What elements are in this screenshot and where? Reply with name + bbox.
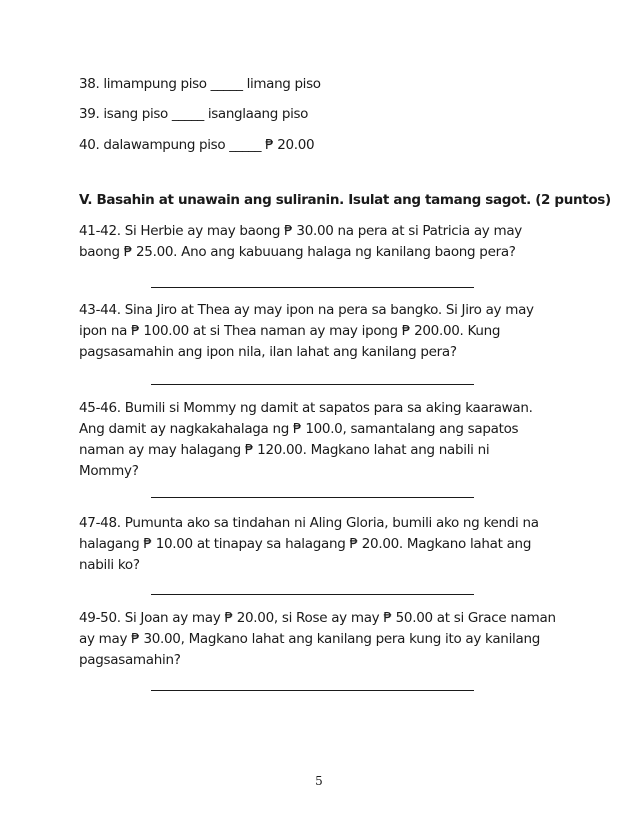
- matching-item-39: 39. isang piso _____ isanglaang piso: [79, 106, 309, 122]
- problem-text-line: Mommy?: [79, 463, 139, 479]
- answer-line-49-50[interactable]: [151, 690, 474, 691]
- problem-49-50: [79, 608, 569, 671]
- problem-text-line: 41-42. Si Herbie ay may baong ₱ 30.00 na pera at si Patricia ay may: [79, 223, 522, 239]
- problem-text-line: nabili ko?: [79, 557, 140, 573]
- problem-text-line: pagsasamahin?: [79, 652, 181, 668]
- problem-text-line: 49-50. Si Joan ay may ₱ 20.00, si Rose ay may ₱ 50.00 at si Grace naman: [79, 610, 556, 626]
- answer-line-45-46[interactable]: [151, 497, 474, 498]
- section-heading: V. Basahin at unawain ang suliranin. Isulat ang tamang sagot. (2 puntos): [79, 192, 611, 208]
- problem-41-42: [79, 221, 569, 263]
- problem-47-48: [79, 513, 569, 576]
- answer-line-41-42[interactable]: [151, 287, 474, 288]
- matching-item-40: 40. dalawampung piso _____ ₱ 20.00: [79, 137, 315, 153]
- problem-43-44: [79, 300, 569, 363]
- problem-text-line: naman ay may halagang ₱ 120.00. Magkano lahat ang nabili ni: [79, 442, 490, 458]
- page-number: 5: [315, 774, 323, 788]
- problem-text-line: 45-46. Bumili si Mommy ng damit at sapatos para sa aking kaarawan.: [79, 400, 533, 416]
- matching-item-38: 38. limampung piso _____ limang piso: [79, 76, 321, 92]
- problem-text-line: pagsasamahin ang ipon nila, ilan lahat ang kanilang pera?: [79, 344, 457, 360]
- problem-text-line: Ang damit ay nagkakahalaga ng ₱ 100.0, samantalang ang sapatos: [79, 421, 519, 437]
- problem-text-line: baong ₱ 25.00. Ano ang kabuuang halaga ng kanilang baong pera?: [79, 244, 516, 260]
- problem-text-line: ay may ₱ 30.00, Magkano lahat ang kanilang pera kung ito ay kanilang: [79, 631, 540, 647]
- answer-line-43-44[interactable]: [151, 384, 474, 385]
- problem-45-46: [79, 398, 569, 482]
- answer-line-47-48[interactable]: [151, 594, 474, 595]
- problem-text-line: ipon na ₱ 100.00 at si Thea naman ay may ipong ₱ 200.00. Kung: [79, 323, 501, 339]
- problem-text-line: 43-44. Sina Jiro at Thea ay may ipon na pera sa bangko. Si Jiro ay may: [79, 302, 534, 318]
- problem-text-line: halagang ₱ 10.00 at tinapay sa halagang ₱ 20.00. Magkano lahat ang: [79, 536, 532, 552]
- problem-text-line: 47-48. Pumunta ako sa tindahan ni Aling Gloria, bumili ako ng kendi na: [79, 515, 539, 531]
